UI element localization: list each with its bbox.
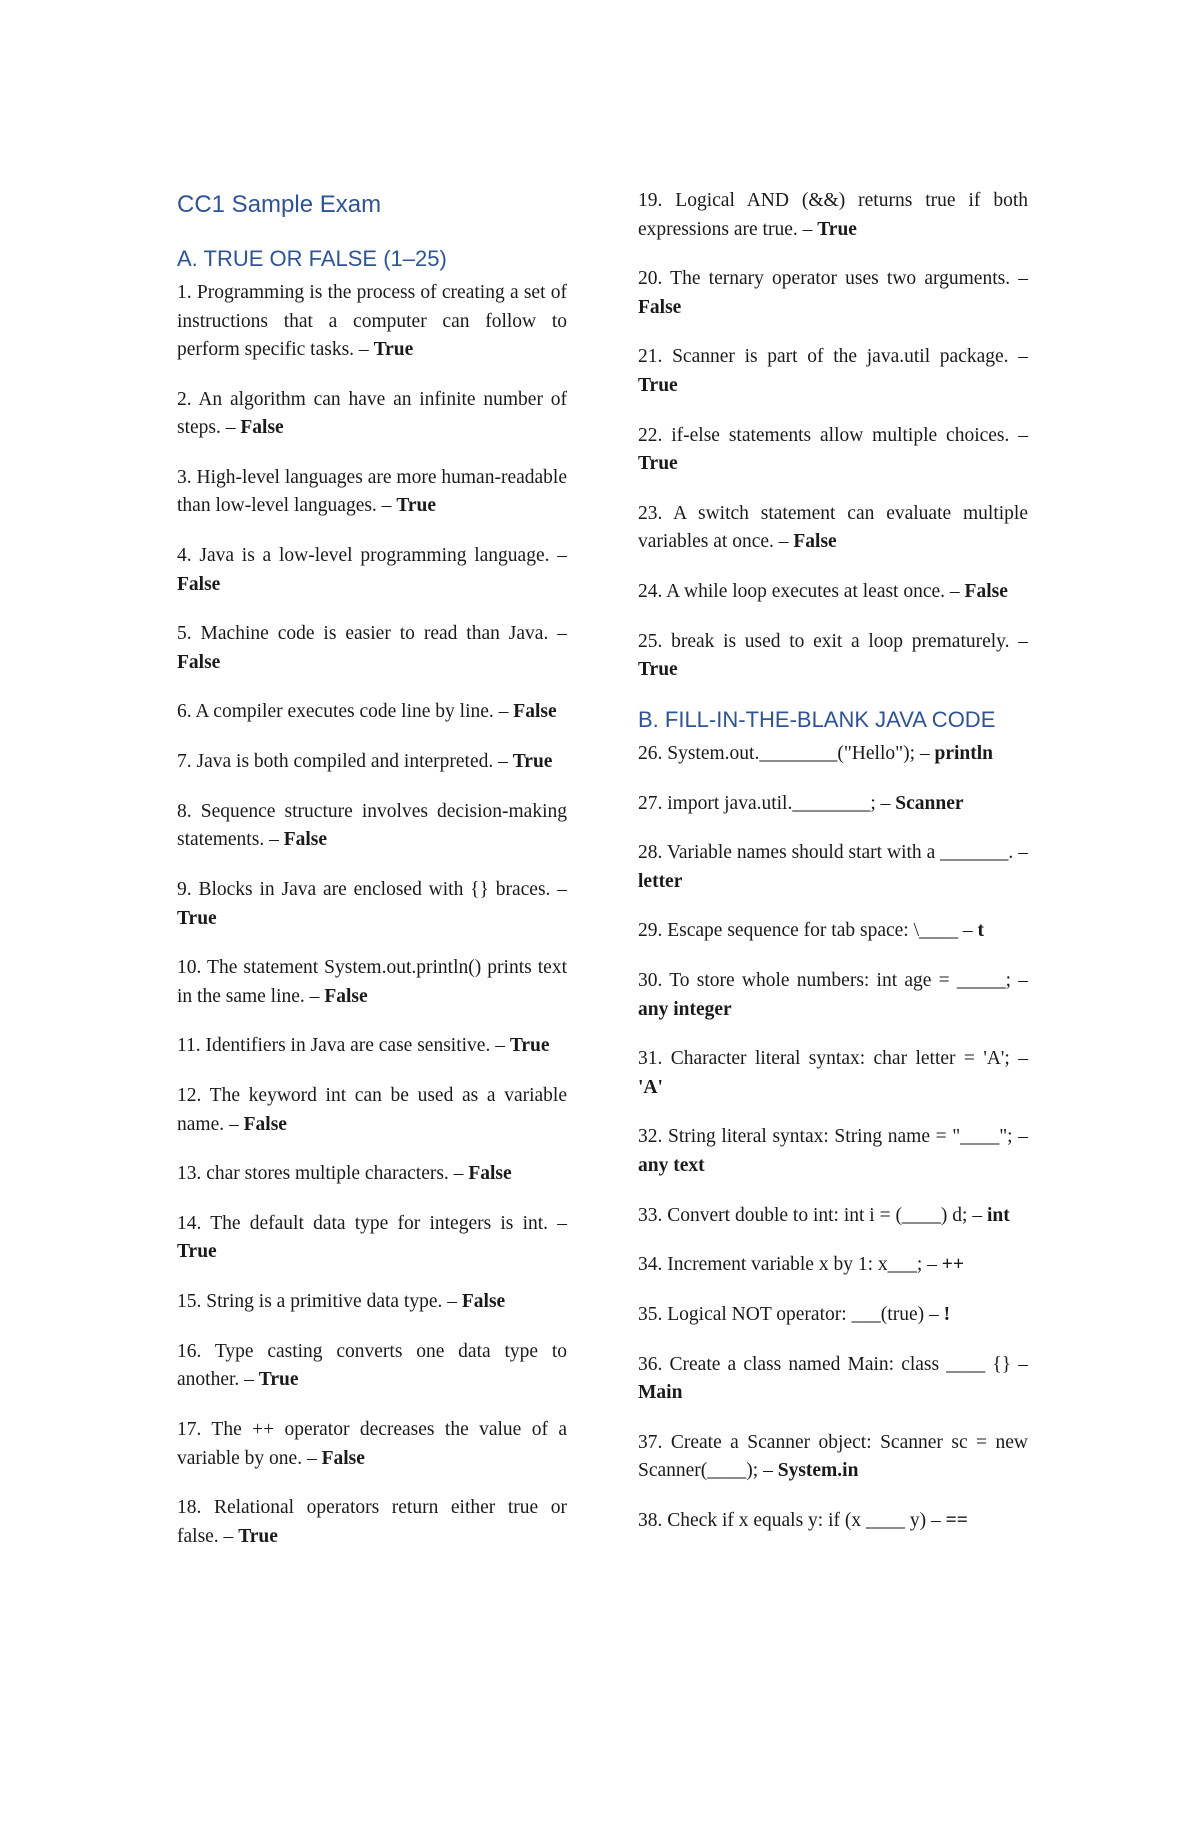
question-item [177, 1288, 567, 1317]
left-column [177, 190, 567, 1572]
answer-text: ++ [941, 1254, 965, 1276]
question-item [638, 265, 1028, 322]
question-item [177, 954, 567, 1011]
question-item [177, 698, 567, 727]
section-a-heading: A. TRUE OR FALSE (1–25) [177, 246, 447, 271]
question-text: 19. Logical AND (&&) returns true if both expressions are true. – [638, 190, 1028, 240]
question-item [638, 1429, 1028, 1486]
section-b-heading: B. FILL-IN-THE-BLANK JAVA CODE [638, 706, 996, 732]
question-item [177, 620, 567, 677]
question-item [638, 1301, 1028, 1330]
answer-text: True [177, 1241, 217, 1263]
question-text: 10. The statement System.out.println() prints text in the same line. – [177, 957, 567, 1007]
question-text: 32. String literal syntax: String name = "____"; – [638, 1126, 1028, 1148]
question-text: 31. Character literal syntax: char letter = 'A'; – [638, 1048, 1028, 1070]
question-text: 14. The default data type for integers is int. – [177, 1212, 567, 1234]
answer-text: False [461, 1291, 506, 1313]
question-text: 21. Scanner is part of the java.util package. – [638, 346, 1028, 368]
question-text: 2. An algorithm can have an infinite number of steps. – [177, 388, 567, 439]
answer-text: False [513, 701, 557, 723]
question-text: 26. System.out.________("Hello"); – [638, 742, 935, 764]
answer-text: True [638, 374, 678, 396]
question-text: 28. Variable names should start with a _______. – [638, 842, 1028, 864]
answer-text: letter [638, 870, 683, 892]
question-text: 37. Create a Scanner object: Scanner sc = new Scanner(____); – [638, 1431, 1028, 1482]
question-item [638, 917, 1028, 946]
answer-text: t [977, 920, 984, 942]
answer-text: True [509, 1035, 550, 1057]
question-text: 33. Convert double to int: int i = (____) d; – [638, 1204, 987, 1226]
answer-text: False [793, 531, 837, 553]
question-text: 24. A while loop executes at least once. – [638, 580, 965, 602]
question-text: 1. Programming is the process of creating a set of instructions that a computer can follow to perform specific tasks. – [177, 282, 567, 360]
answer-text: True [177, 907, 217, 929]
question-item [638, 1507, 1028, 1536]
question-item [177, 464, 567, 521]
question-text: 35. Logical NOT operator: ___(true) – [638, 1304, 944, 1325]
question-text: 36. Create a class named Main: class ____ {} – [638, 1353, 1028, 1375]
question-text: 15. String is a primitive data type. – [177, 1291, 462, 1313]
answer-text: Scanner [895, 792, 964, 814]
answer-text: True [638, 453, 678, 475]
question-item [177, 1032, 567, 1061]
answer-text: False [321, 1447, 365, 1469]
answer-text: println [934, 742, 994, 764]
question-text: 6. A compiler executes code line by line. – [177, 701, 514, 723]
question-text: 25. break is used to exit a loop prematurely. – [638, 630, 1028, 652]
question-text: 22. if-else statements allow multiple choices. – [638, 424, 1028, 446]
question-text: 13. char stores multiple characters. – [177, 1163, 469, 1185]
right-column [638, 187, 1028, 1557]
answer-text: False [243, 1113, 287, 1135]
question-item [177, 1338, 567, 1395]
question-text: 34. Increment variable x by 1: x___; – [638, 1254, 942, 1276]
question-text: 38. Check if x equals y: if (x ____ y) – [638, 1510, 946, 1532]
question-item [638, 967, 1028, 1024]
question-item [638, 578, 1028, 607]
question-text: 9. Blocks in Java are enclosed with {} braces. – [177, 879, 567, 900]
answer-text: ! [943, 1304, 951, 1325]
question-list-right-b [638, 740, 1028, 1536]
answer-text: Main [638, 1382, 683, 1404]
answer-text: True [817, 218, 857, 240]
question-item [638, 740, 1028, 769]
question-text: 29. Escape sequence for tab space: \____ – [638, 920, 978, 942]
question-item [638, 422, 1028, 479]
answer-text: any text [638, 1154, 705, 1176]
question-item [177, 279, 567, 365]
answer-text: False [177, 651, 221, 673]
question-item [177, 1082, 567, 1139]
question-text: 27. import java.util.________; – [638, 792, 896, 814]
question-text: 8. Sequence structure involves decision-making statements. – [177, 800, 567, 851]
question-text: 17. The ++ operator decreases the value of a variable by one. – [177, 1419, 567, 1469]
question-item [638, 500, 1028, 557]
answer-text: any integer [638, 998, 732, 1020]
question-text: 3. High-level languages are more human-readable than low-level languages. – [177, 466, 567, 517]
question-item [177, 386, 567, 443]
question-item [638, 790, 1028, 819]
question-text: 23. A switch statement can evaluate multiple variables at once. – [638, 502, 1028, 553]
answer-text: False [177, 573, 221, 595]
question-item [638, 1123, 1028, 1180]
question-text: 4. Java is a low-level programming language. – [177, 545, 567, 567]
answer-text: System.in [777, 1460, 859, 1482]
question-text: 5. Machine code is easier to read than Java. – [177, 623, 567, 645]
question-item [638, 1351, 1028, 1408]
question-item [177, 1494, 567, 1551]
answer-text: == [945, 1510, 968, 1532]
answer-text: True [238, 1525, 278, 1547]
answer-text: False [283, 829, 328, 851]
answer-text: True [373, 339, 414, 360]
question-text: 12. The keyword int can be used as a variable name. – [177, 1085, 567, 1135]
question-text: 18. Relational operators return either true or false. – [177, 1497, 567, 1547]
question-item [177, 1210, 567, 1267]
question-item [177, 542, 567, 599]
question-item [638, 187, 1028, 244]
question-item [638, 839, 1028, 896]
answer-text: False [964, 580, 1008, 602]
question-list-right-a [638, 187, 1028, 685]
question-item [638, 628, 1028, 685]
question-text: 30. To store whole numbers: int age = _____; – [638, 970, 1028, 992]
question-item [177, 1160, 567, 1189]
answer-text: False [324, 985, 368, 1007]
answer-text: True [258, 1369, 299, 1391]
answer-text: False [240, 417, 284, 439]
answer-text: True [512, 751, 553, 773]
question-text: 20. The ternary operator uses two arguments. – [638, 268, 1028, 290]
answer-text: int [986, 1204, 1010, 1226]
question-item [638, 343, 1028, 400]
question-text: 11. Identifiers in Java are case sensitive. – [177, 1035, 510, 1057]
question-item [177, 876, 567, 933]
answer-text: False [468, 1163, 512, 1185]
question-item [177, 798, 567, 855]
question-item [638, 1202, 1028, 1231]
answer-text: True [396, 495, 437, 517]
answer-text: 'A' [638, 1076, 663, 1098]
question-list-left [177, 279, 567, 1551]
question-item [177, 1416, 567, 1473]
question-item [638, 1045, 1028, 1102]
question-text: 7. Java is both compiled and interpreted. – [177, 751, 513, 773]
question-item [177, 748, 567, 777]
question-text: 16. Type casting converts one data type to another. – [177, 1340, 567, 1391]
answer-text: True [638, 659, 678, 681]
question-item [638, 1251, 1028, 1280]
page-title: CC1 Sample Exam [177, 191, 382, 218]
answer-text: False [638, 296, 682, 318]
